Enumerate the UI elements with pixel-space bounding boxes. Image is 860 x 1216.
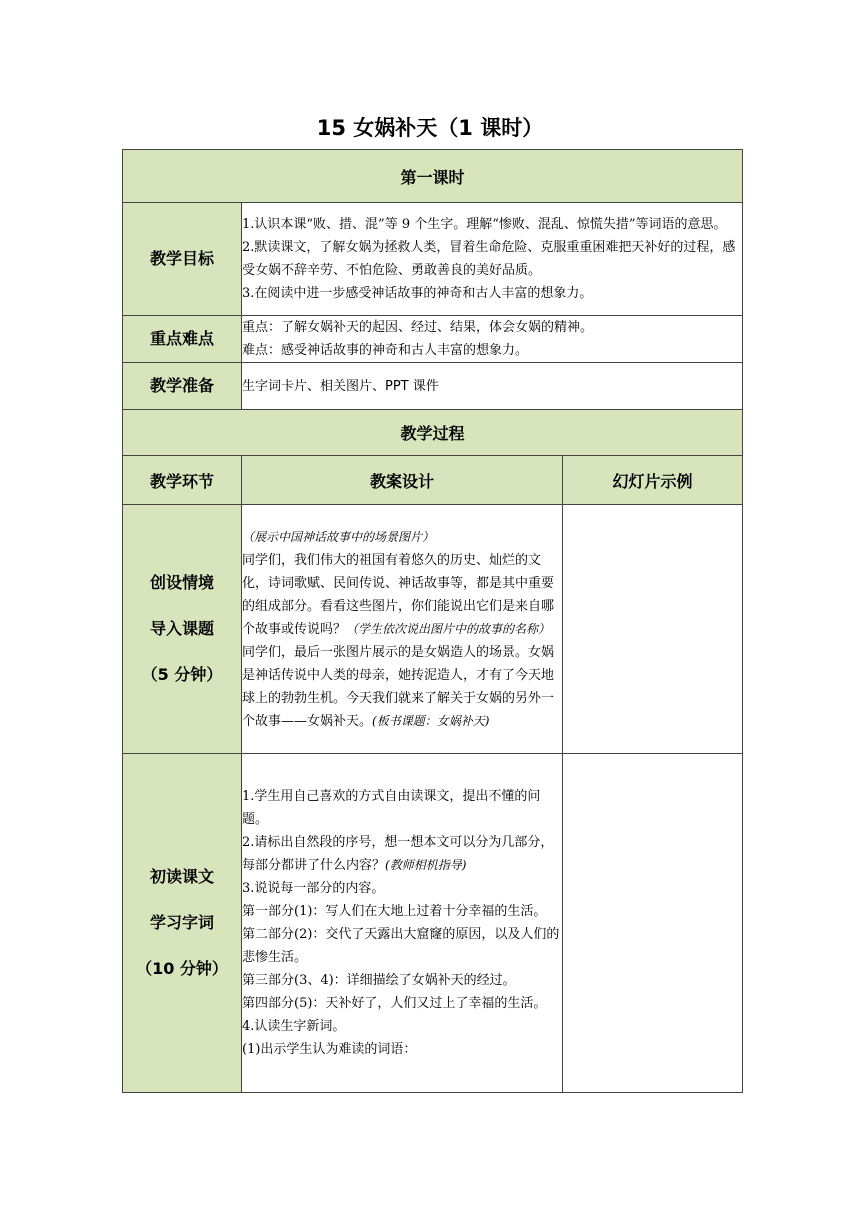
objectives-row xyxy=(123,203,743,316)
objective-item: 2.默读课文，了解女娲为拯救人类，冒着生命危险、克服重重困难把天补好的过程，感受女娲不辞辛劳、不怕危险、勇敢善良的美好品质。 xyxy=(242,240,736,278)
stage-direction-note: （学生依次说出图片中的故事的名称） xyxy=(346,621,551,636)
procedure-item: 第三部分(3、4)：详细描绘了女娲补天的经过。 xyxy=(242,973,516,988)
objectives-content xyxy=(242,203,743,316)
objective-item: 3.在阅读中进一步感受神话故事的神奇和古人丰富的想象力。 xyxy=(242,286,593,301)
process-heading: 教学过程 xyxy=(123,410,743,456)
preparation-content: 生字词卡片、相关图片、PPT 课件 xyxy=(242,363,743,410)
procedure-text: 2.请标出自然段的序号，想一想本文可以分为几部分，每部分都讲了什么内容？ xyxy=(242,835,554,873)
procedure-item: 第一部分(1)：写人们在大地上过着十分幸福的生活。 xyxy=(242,904,547,919)
procedure-item: 1.学生用自己喜欢的方式自由读课文，提出不懂的问题。 xyxy=(242,789,541,827)
step2-content xyxy=(242,754,563,1093)
process-header-row xyxy=(123,410,743,456)
key-points-row xyxy=(123,316,743,363)
teacher-script: 同学们，最后一张图片展示的是女娲造人的场景。女娲是神话传说中人类的母亲，她抟泥造人，才有了今天地球上的勃勃生机。今天我们就来了解关于女娲的另外一个故事——女娲补天。 xyxy=(242,644,555,729)
step2-slides-cell xyxy=(563,754,743,1093)
procedure-item: 3.说说每一部分的内容。 xyxy=(242,881,385,896)
stage-direction-note: （展示中国神话故事中的场景图片） xyxy=(242,529,435,544)
teacher-script: 同学们，我们伟大的祖国有着悠久的历史、灿烂的文化，诗词歌赋、民间传说、神话故事等，都是其中重要的组成部分。看看这些图片，你们能说出它们是来自哪个故事或传说吗？ xyxy=(242,552,555,637)
step2-label-line: （10 分钟） xyxy=(136,959,228,978)
procedure-item: (1)出示学生认为难读的词语： xyxy=(242,1042,417,1057)
step2-label-line: 学习字词 xyxy=(149,913,214,932)
key-points-label: 重点难点 xyxy=(123,316,242,363)
step1-label-line: （5 分钟） xyxy=(141,665,223,684)
column-header-row xyxy=(123,456,743,505)
key-points-content xyxy=(242,316,743,363)
lesson-plan-table xyxy=(122,149,743,1093)
preparation-row xyxy=(123,363,743,410)
first-lesson-row xyxy=(123,150,743,203)
stage-direction-note: (教师相机指导) xyxy=(385,858,467,872)
page-title: 15 女娲补天（1 课时） xyxy=(316,116,544,140)
column-header-design: 教案设计 xyxy=(242,456,563,505)
step1-label-line: 创设情境 xyxy=(149,573,214,592)
step2-row xyxy=(123,754,743,1093)
procedure-item: 第四部分(5)：天补好了，人们又过上了幸福的生活。 xyxy=(242,996,547,1011)
procedure-item: 4.认读生字新词。 xyxy=(242,1019,346,1034)
column-header-stage: 教学环节 xyxy=(123,456,242,505)
key-point-item: 重点：了解女娲补天的起因、经过、结果，体会女娲的精神。 xyxy=(242,320,594,335)
procedure-item xyxy=(242,831,562,877)
preparation-label: 教学准备 xyxy=(123,363,242,410)
procedure-item: 第二部分(2)：交代了天露出大窟窿的原因，以及人们的悲惨生活。 xyxy=(242,927,560,965)
step2-label xyxy=(123,754,242,1093)
step1-label-line: 导入课题 xyxy=(149,619,214,638)
objectives-label: 教学目标 xyxy=(123,203,242,316)
step1-slides-cell xyxy=(563,505,743,754)
step1-label xyxy=(123,505,242,754)
step1-content xyxy=(242,505,563,754)
key-point-item: 难点：感受神话故事的神奇和古人丰富的想象力。 xyxy=(242,343,529,358)
step1-row xyxy=(123,505,743,754)
objective-item: 1.认识本课“败、措、混”等 9 个生字。理解“惨败、混乱、惊慌失措”等词语的意思。 xyxy=(242,217,727,232)
column-header-slides: 幻灯片示例 xyxy=(563,456,743,505)
step2-label-line: 初读课文 xyxy=(149,867,214,886)
first-lesson-heading: 第一课时 xyxy=(123,150,743,203)
stage-direction-note: (板书课题：女娲补天) xyxy=(372,713,490,728)
